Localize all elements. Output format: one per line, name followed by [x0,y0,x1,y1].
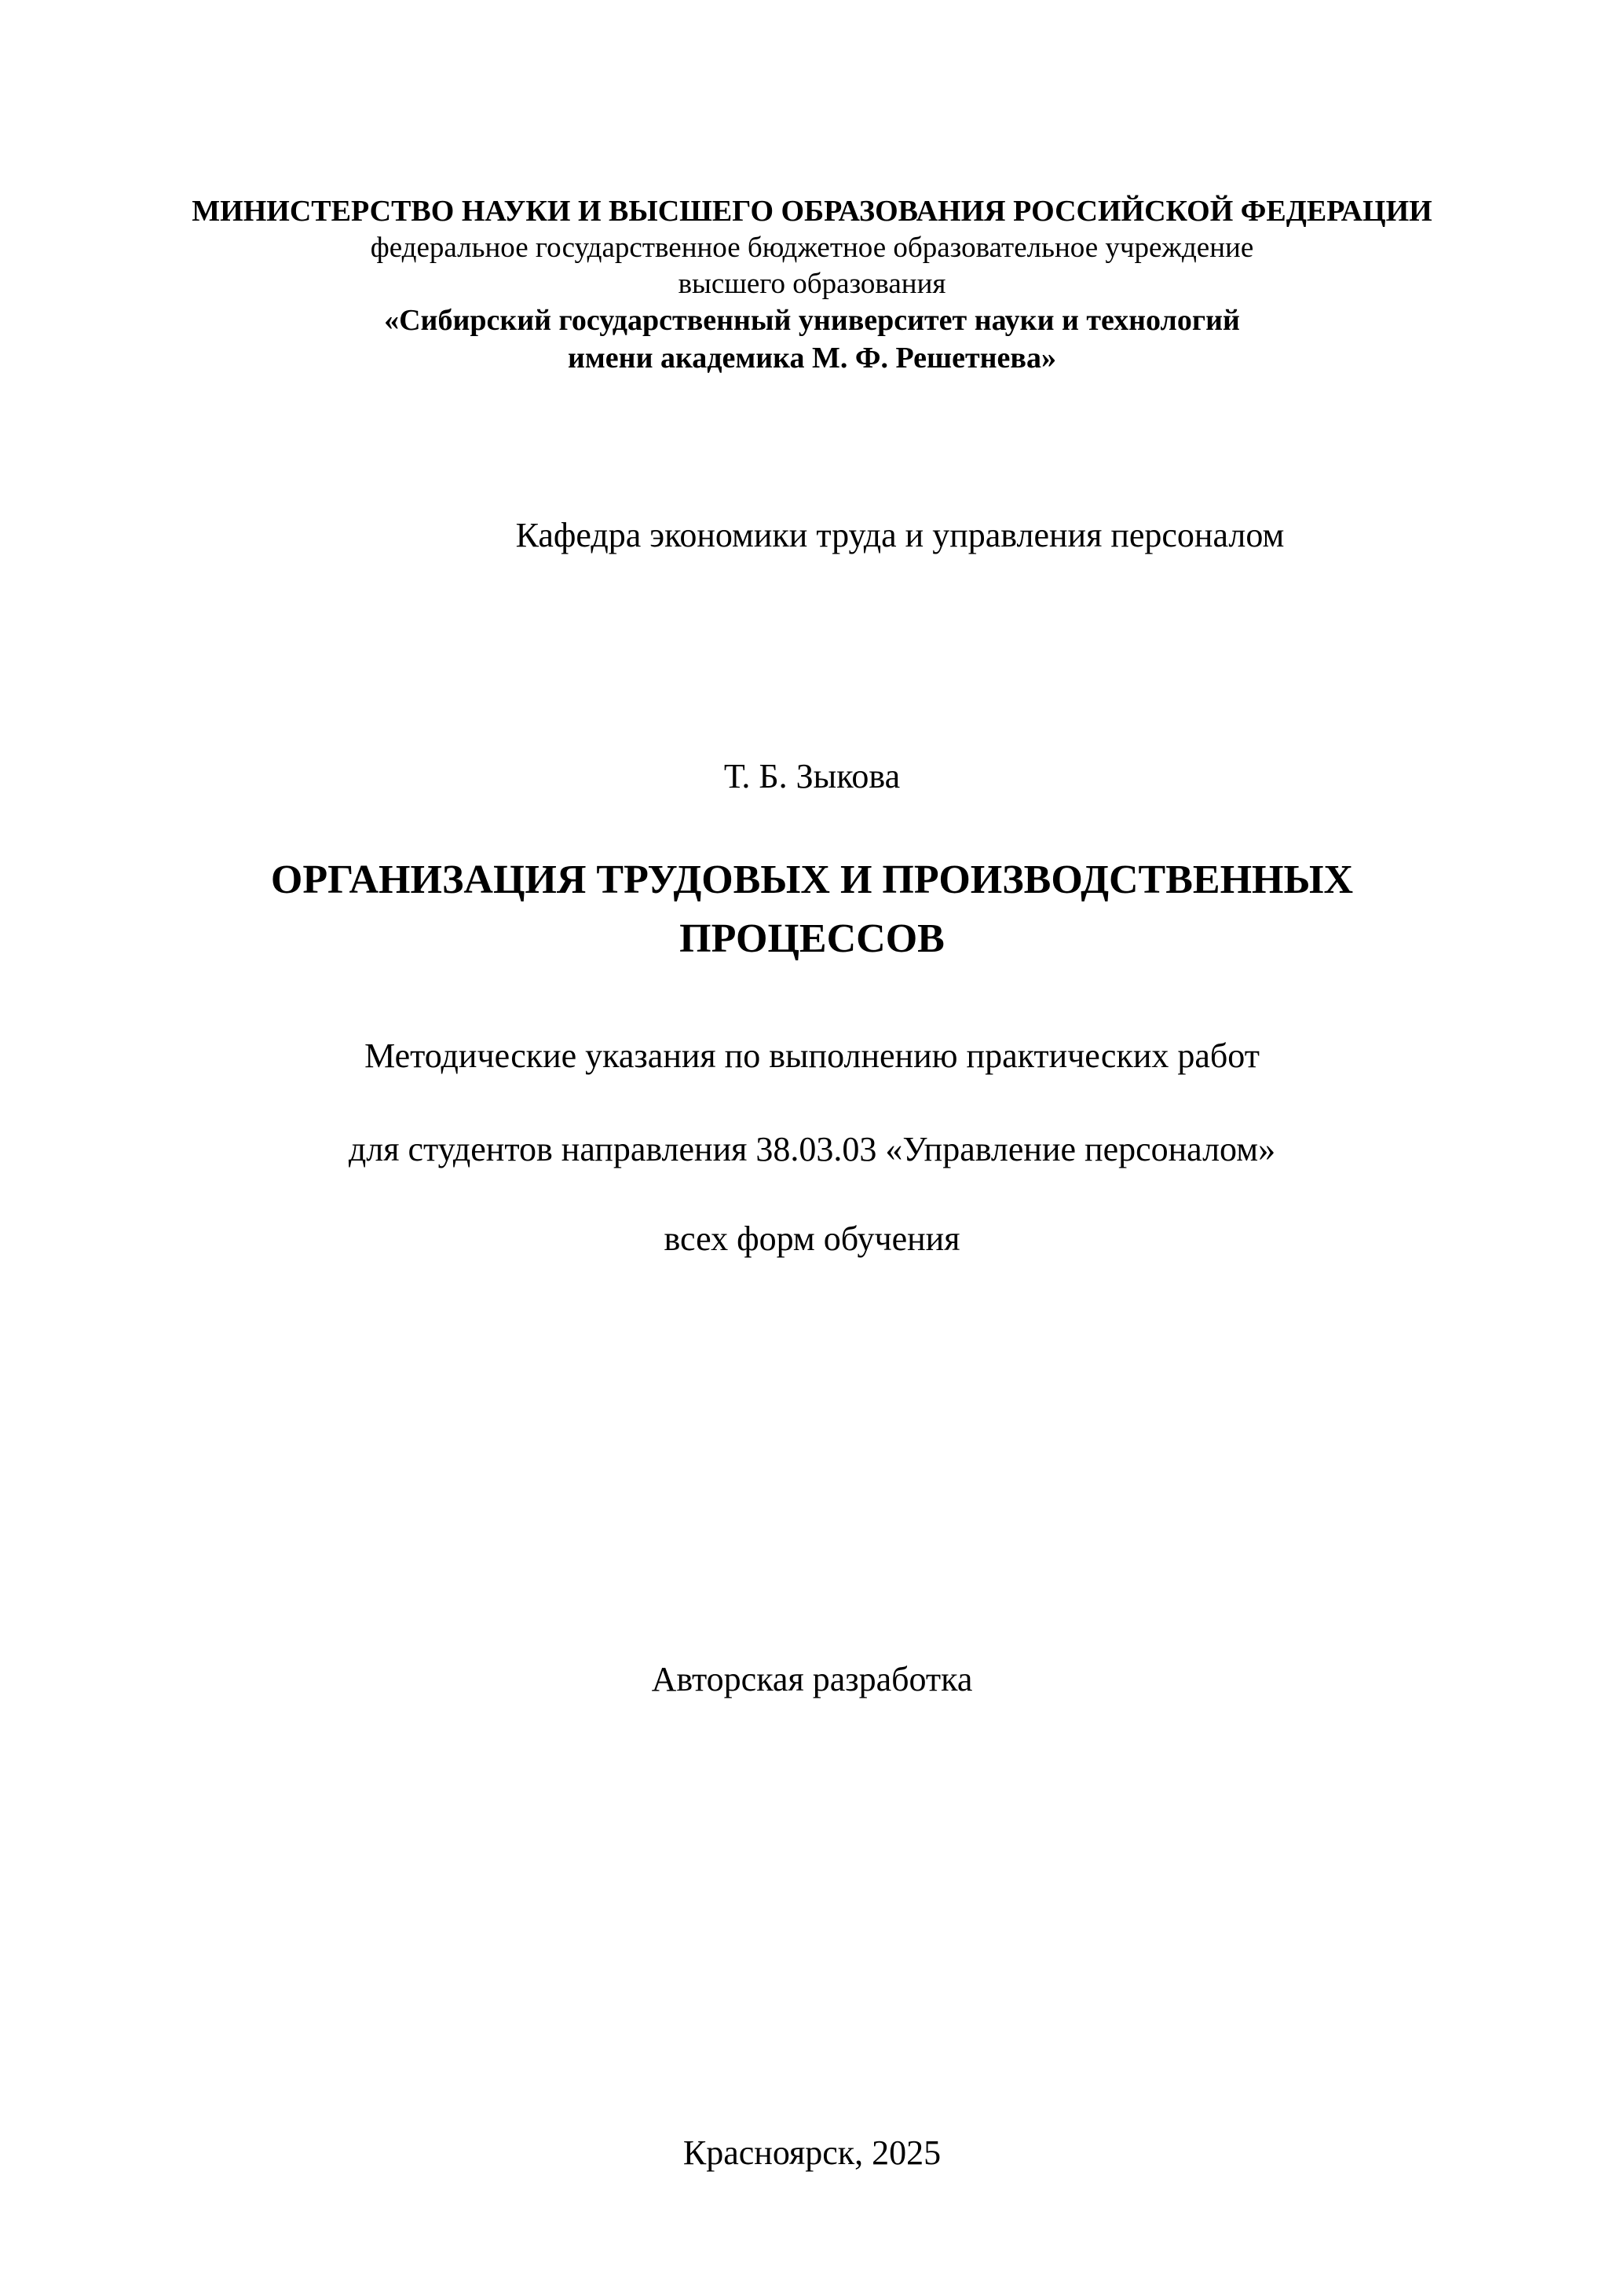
subtitle-line3: всех форм обучения [664,1219,960,1258]
subtitle-line1: Методические указания по выполнению практических работ [364,1036,1260,1075]
ministry-header: МИНИСТЕРСТВО НАУКИ И ВЫСШЕГО ОБРАЗОВАНИЯ РОССИЙСКОЙ ФЕДЕРАЦИИ [192,195,1432,228]
document-title-line1: ОРГАНИЗАЦИЯ ТРУДОВЫХ И ПРОИЗВОДСТВЕННЫХ [270,857,1354,902]
document-title-line2: ПРОЦЕССОВ [679,916,945,961]
higher-education-label: высшего образования [678,268,946,300]
city-year: Красноярск, 2025 [682,2133,942,2172]
university-name-line2: имени академика М. Ф. Решетнева» [568,342,1056,375]
subtitle-line2: для студентов направления 38.03.03 «Управление персоналом» [348,1130,1276,1168]
author-name: Т. Б. Зыкова [723,757,901,795]
authorial-note: Авторская разработка [651,1660,973,1698]
department-name: Кафедра экономики труда и управления персоналом [515,516,1285,554]
institution-type: федеральное государственное бюджетное образовательное учреждение [370,232,1254,264]
university-name-line1: «Сибирский государственный университет науки и технологий [384,304,1240,337]
